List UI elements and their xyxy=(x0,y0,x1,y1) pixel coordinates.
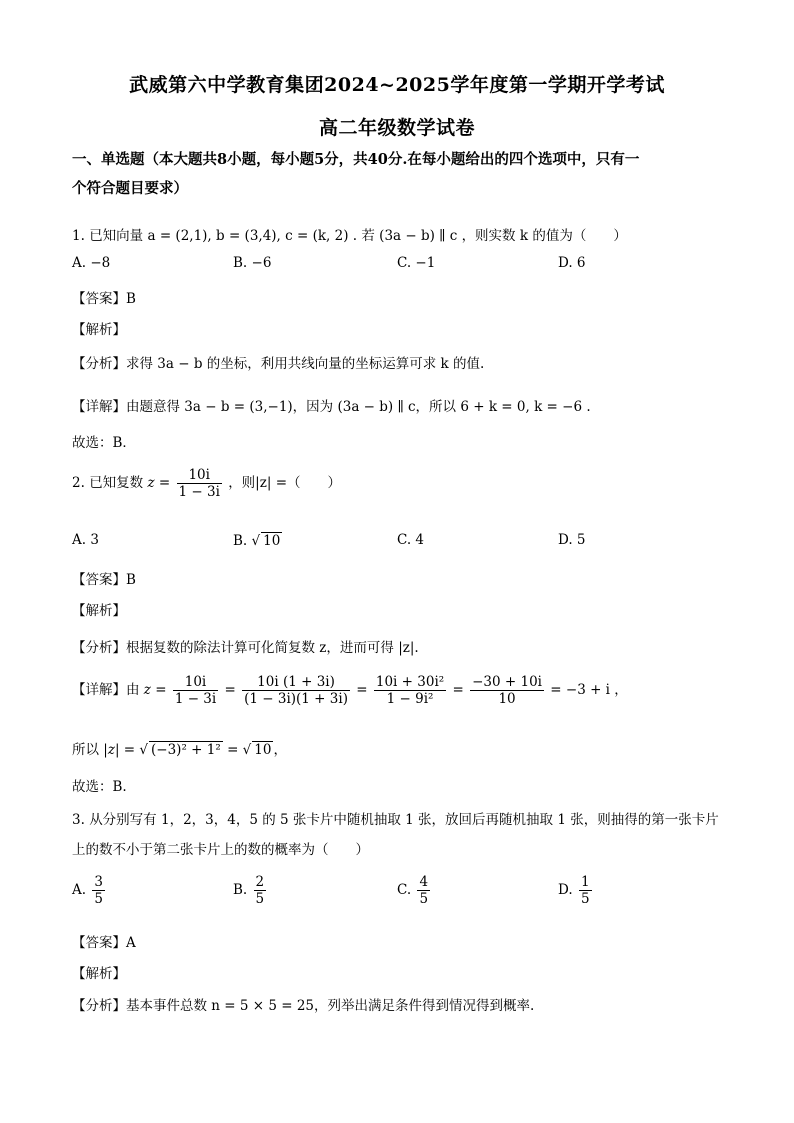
option-c: C. −1 xyxy=(397,255,436,271)
analysis-detail: 【详解】由 z = $\frac{10i}{1 - 3i}$ = $\frac{10i (1 + 3i)}{(1 - 3i)(1 + 3i)}$ = $\frac{\text{10i + 30i²}}{\text{1 − 9i²}}$ = $\frac{-30 + 10i}{10}$ = −3 + i ， xyxy=(72,674,628,707)
question-3-stem-line1: 3. 从分别写有 1，2，3，4，5 的 5 张卡片中随机抽取 1 张，放回后再随机抽取 1 张，则抽得的第一张卡片 xyxy=(72,812,719,828)
fraction: $\frac{2}{5}$ xyxy=(255,874,265,907)
analysis-label: 【解析】 xyxy=(72,603,126,619)
analysis-label: 【解析】 xyxy=(72,322,126,338)
question-1-stem xyxy=(72,224,627,244)
section-heading-line1: 一、单选题（本大题共8小题，每小题5分，共40分.在每小题给出的四个选项中，只有一 xyxy=(72,151,640,168)
sqrt-radicand: 10 xyxy=(263,533,281,549)
exam-title: 武威第六中学教育集团2024~2025学年度第一学期开学考试 xyxy=(129,74,665,96)
fraction: $\frac{-30 + 10i}{10}$ xyxy=(472,674,542,707)
analysis-fenxi: 【分析】求得 3a − b 的坐标，利用共线向量的坐标运算可求 k 的值. xyxy=(72,356,485,372)
fraction: $\frac{\text{10i + 30i²}}{\text{1 − 9i²}}$ xyxy=(375,674,445,707)
answer-value: B xyxy=(126,291,136,307)
fraction: $\frac{1}{5}$ xyxy=(580,874,590,907)
sqrt-radicand: (−3)² + 1² xyxy=(151,742,221,758)
question-2-stem: 2. 已知复数 z = $\frac{10i}{1 - 3i}$ ，则|z| =（ ） xyxy=(72,467,341,500)
fraction: $\frac{3}{5}$ xyxy=(94,874,103,907)
section-heading-line2: 个符合题目要求） xyxy=(72,180,188,197)
fraction: $\frac{10i}{1 - 3i}$ xyxy=(174,674,217,707)
option-a: A. 3 xyxy=(72,532,99,548)
analysis-detail: 【详解】由题意得 3a − b = (3,−1)，因为 (3a − b) ∥ c，所以 6 + k = 0, k = −6 . xyxy=(72,399,591,415)
option-d: D. $\frac{1}{5}$ xyxy=(558,874,590,907)
question-text: . 若 xyxy=(352,228,375,244)
answer-value: B xyxy=(126,572,136,588)
option-d: D. 5 xyxy=(558,532,586,548)
analysis-fenxi: 【分析】基本事件总数 n = 5 × 5 = 25，列举出满足条件得到情况得到概率. xyxy=(72,998,535,1014)
option-b: B. −6 xyxy=(233,255,272,271)
sqrt-radicand: 10 xyxy=(254,742,272,758)
option-a: A. −8 xyxy=(72,255,111,271)
answer-line: 【答案】A xyxy=(72,935,136,951)
option-a: A. $\frac{3}{5}$ xyxy=(72,874,103,907)
option-c: C. $\frac{4}{5}$ xyxy=(397,874,429,907)
question-number: 2. xyxy=(72,475,85,491)
option-d: D. 6 xyxy=(558,255,586,271)
fraction: $\frac{10i}{1 - 3i}$ xyxy=(178,467,220,500)
exam-subtitle: 高二年级数学试卷 xyxy=(318,117,475,139)
vector-definitions: a = (2,1), b = (3,4), c = (k, 2) xyxy=(147,228,349,244)
question-number: 3. xyxy=(72,812,85,828)
answer-line: 【答案】B xyxy=(72,291,136,307)
answer-value: A xyxy=(126,935,136,951)
fraction: $\frac{10i (1 + 3i)}{(1 - 3i)(1 + 3i)}$ xyxy=(244,674,348,707)
parallel-condition: (3a − b) ∥ c xyxy=(379,228,458,244)
option-b: B. $\frac{2}{5}$ xyxy=(233,874,265,907)
option-c: C. 4 xyxy=(397,532,425,548)
conclusion: 故选：B. xyxy=(72,779,127,795)
option-b: B. √ 10 xyxy=(233,533,281,549)
question-number: 1. xyxy=(72,228,85,244)
question-text: ，则实数 k 的值为（ ） xyxy=(461,228,627,244)
fraction: $\frac{4}{5}$ xyxy=(419,874,429,907)
answer-line: 【答案】B xyxy=(72,572,136,588)
modulus-result: 所以 |z| = √ (−3)² + 1² = √ 10 ， xyxy=(72,742,287,758)
analysis-fenxi: 【分析】根据复数的除法计算可化简复数 z，进而可得 |z|. xyxy=(72,640,419,656)
conclusion: 故选：B． xyxy=(72,435,136,451)
analysis-label: 【解析】 xyxy=(72,966,126,982)
question-3-stem-line2: 上的数不小于第二张卡片上的数的概率为（ ） xyxy=(72,842,369,858)
question-text: 已知向量 xyxy=(89,228,144,244)
